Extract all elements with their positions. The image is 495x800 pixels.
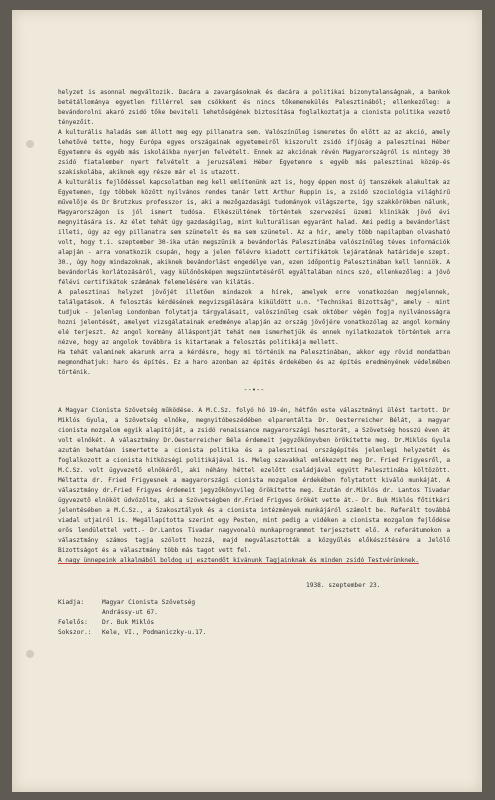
editor-row	[58, 618, 450, 628]
editor-label: Felelős:	[58, 619, 88, 626]
printer-row	[58, 628, 450, 638]
document-body	[58, 88, 450, 638]
publisher-label: Kiadja:	[58, 599, 85, 606]
publisher-address-row	[58, 608, 450, 618]
holiday-wish: A nagy ünnepeink alkalmából boldog uj esztendőt kívánunk Tagjainknak és minden zsidó Testvérünknek.	[58, 557, 419, 564]
date-line: 1938. szeptember 23.	[306, 582, 381, 589]
paragraph: A kulturális haladás sem állott meg egy pillanatra sem. Valószínűleg ismeretes Ön előtt az az akció, amely lehetővé tette, hogy Európa egyes országainak egyetemeiről kiszorult zsidó ifjúság a palesztinai Héber Egyetemre és egyéb más iskoláikba nyerjen felvételt. Ennek az akciónak révén Magyarországról is mintegy 30 zsidó fiatalember nyert felvételt a jeruzsálemi Héber Egyetemre s egyéb más palesztinai közép-és szakiskolába, akiknek egy része már el is utazott.	[58, 129, 450, 176]
printer-name: Kele, VI., Podmaniczky-u.17.	[102, 629, 207, 636]
printer-label: Sokszor.:	[58, 629, 92, 636]
paragraph: A kulturális fejlődéssel kapcsolatban meg kell említenünk azt is, hogy éppen most új tanszékek alakultak az Egyetemen, így többek között nyilvános rendes tanár lett Arthur Ruppin is, a zsidó szociológia világhírű művelője és Dr Brutzkus professzor is, aki a mezőgazdasági tudományok világszerte, így szakkörökben nálunk, Magyarországon is jól ismert tudósa. Elkészültének történtek szervezési üzemi klinikák jövő évi megnyitására is. Az élet tehát úgy gazdaságilag, mint kulturálisan egyaránt halad. Ami pedig a bevándorlást illeti, úgy az egy pillanatra sem szünetelt és ma sem szünetel. Az a hír, amely több napilapban olvasható volt, hogy t.i. szeptember 30-ika után megszűnik a bevándorlás Palesztinába valószínűleg téves információk alapján - arra vonatkozik csupán, hogy a jelen félévre kiadott certifikátok lejáratának határideje szept. 30., úgy hogy mindazoknak, akiknek bevándorlást engedélye van, ezen időpontig Palesztinában kell lenniök. A bevándorlás korlátozásáról, vagy különösképen megszüntetéséről egyáltalában nincs szó, ellenkezőleg: a jövő félévi certifikátok számának felemelésére van kilátás.	[58, 179, 450, 286]
paragraph: Ha tehát valaminek akarunk arra a kérdésre, hogy mi történik ma Palesztinában, akkor egy rövid mondatban megmondhatjuk: haro és építés. Ez a haro azonban az építés érdekében és az építés eredményének védelmében történik.	[58, 349, 450, 376]
punch-hole	[26, 650, 34, 658]
paper-page	[12, 10, 482, 792]
paragraph: A palesztinai helyzet jövőjét illetően mindazok a hírek, amelyek erre vonatkozóan megjelennek, találgatások. A felosztás kérdésének megvizsgálására kiküldött u.n. "Technikai Bizottság", amely - mint tudjuk - jelenleg Londonban folytatja tárgyalásait, valószínűleg csak október végén fogja nyilvánosságra hozni jelentését, amelyet vizsgálatainak eredménye alapján az ország jövőjére vonatkozólag az angol kormány elé terjeszt. Az angol kormány álláspontját tehát nem ismerhetjük és ennek nyilatkozatok történtek arra nézve, hogy az angolok továbbra is kitartanak a felosztás politikája mellett.	[58, 289, 450, 346]
editor-name: Dr. Buk Miklós	[102, 619, 155, 626]
paragraph: A Magyar Cionista Szövetség működése. A M.C.Sz. folyó hó 19-én, hétfőn este választmányi ülést tartott. Dr Miklós Gyula, a Szövetség elnöke, megnyitóbeszédében elparentálta Dr. Oesterreicher Bélát, a magyar cionista mozgalom egyik alapítóját, a zsidó renaissance magyarországi hesztorát, a Szövetség hosszú éven át volt elnökét. A választmány Dr.Oesterreicher Béla érdemeit jegyzőkönyvben örökítette meg. Dr.Miklós Gyula azután behatóan ismertette a cionista politika és a palesztinai országépítés jelenlegi helyzetét és foglalkozott a cionista hitközségi politikájával is. Meleg szavakkal emlékezett meg Dr. Fried Frigyesről, a M.C.Sz. volt ügyvezető elnökéről, aki néhány héttel ezelőtt családjával együtt Palesztinába költözött. Méltatta dr. Fried Frigyesnek a magyarországi cionista mozgalom érdekében folytatott kiváló munkáját. A választmány dr.Fried Frigyes érdemeit jegyzőkönyvileg örökítette meg. Ezután dr.Miklós dr. Lantos Tivadar ügyvezető elnököt üdvözölte, aki a Szövetségben dr.Fried Frigyes örökét vette át.- Dr. Buk Miklós főtitkári jelentésében a M.C.Sz., a Szakosztályok és a cionista intézmények munkájáról számolt be. Referált továbbá viadal utjairól is. Megállapította szerint egy Pesten, mint pedig a vidéken a cionista mozgalom fejlődése erős lendülettel vett.- Dr.Lantos Tivadar nagyvonalú munkaprogrammot terjesztett elő. A referátumokon a választmány számos tagja szólott hozzá, majd megválasztották a közgyűlés előkészítésére a Jelölő Bizottságot és a választmány több más tagot vett fel.	[58, 407, 450, 554]
publisher-row	[58, 598, 450, 608]
publisher-address: Andrássy-ut 67.	[102, 609, 158, 616]
punch-hole	[26, 140, 34, 148]
colophon	[58, 598, 450, 638]
paragraph: helyzet is asonnal megváltozik. Dacára a zavargásoknak és dacára a politikai bizonytalanságnak, a bankok betétállománya egyetlen fillérrel sem csökkent és nincs tőkemenekülés Palesztinából; ellenkezőleg: a bevándorolni akaró zsidó tőke beviteli lehetőségének biztosítása foglalkoztatja a cionista politika vezető tényezőit.	[58, 89, 450, 126]
publisher-name: Magyar Cionista Szövetség	[102, 599, 196, 606]
section-divider: --•--	[243, 386, 265, 394]
